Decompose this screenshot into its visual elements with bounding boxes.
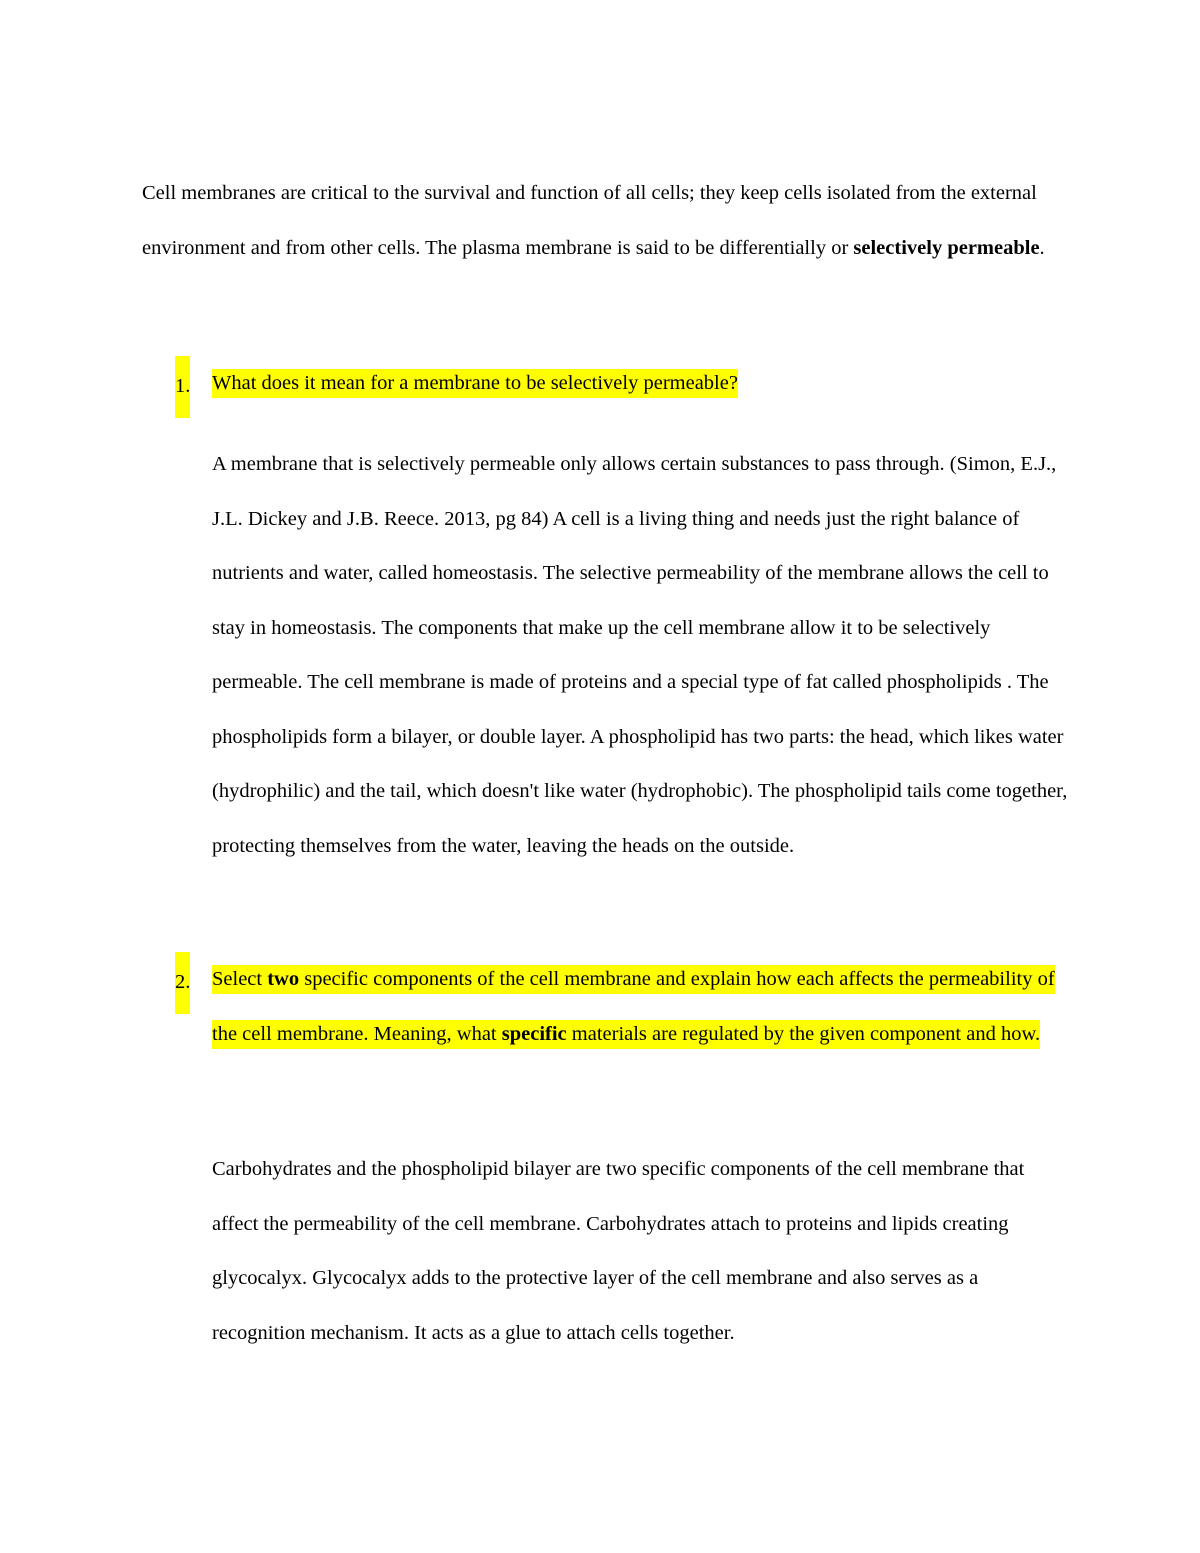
question-1-text-wrap (212, 356, 1075, 411)
question-2-bold-two: two (267, 968, 300, 990)
question-2-text-wrap (212, 952, 1075, 1061)
intro-text-a: Cell membranes are critical to the survival and function of all cells; they keep cells isolated from the external environment and from other cells. The plasma membrane is said to be differentially or (142, 182, 1037, 259)
question-2 (175, 952, 1075, 1061)
intro-text-b: . (1039, 236, 1045, 259)
answer-1: A membrane that is selectively permeable only allows certain substances to pass through. (Simon, E.J., J.L. Dickey and J.B. Reece. 2013, pg 84) A cell is a living thing and needs just the right balance of nutrients and water, called homeostasis. The selective permeability of the membrane allows the cell to stay in homeostasis. The components that make up the cell membrane allow it to be selectively permeable. The cell membrane is made of proteins and a special type of fat called phospholipids . The phospholipids form a bilayer, or double layer. A phospholipid has two parts: the head, which likes water (hydrophilic) and the tail, which doesn't like water (hydrophobic). The phospholipid tails come together, protecting themselves from the water, leaving the heads on the outside. (212, 453, 1068, 857)
answer-2: Carbohydrates and the phospholipid bilayer are two specific components of the cell membrane that affect the permeability of the cell membrane. Carbohydrates attach to proteins and lipids creating glycocalyx. Glycocalyx adds to the protective layer of the cell membrane and also serves as a recognition mechanism. It acts as a glue to attach cells together. (212, 1158, 1025, 1344)
question-2-number: 2. (175, 952, 190, 1014)
question-1-number: 1. (175, 356, 190, 418)
question-2-text-b: specific components of the cell membrane and explain how each affects the permeability of the cell membrane. Meaning, what (212, 968, 1055, 1045)
question-1-text: What does it mean for a membrane to be selectively permeable? (212, 369, 738, 398)
question-2-text-c: materials are regulated by the given component and how. (566, 1022, 1041, 1045)
intro-paragraph (142, 166, 1072, 275)
question-2-bold-specific: specific (501, 1022, 567, 1045)
question-2-text-a: Select (212, 968, 268, 990)
question-2-text (212, 965, 1055, 1049)
intro-bold-term: selectively permeable (853, 236, 1040, 259)
question-1 (175, 356, 1075, 411)
